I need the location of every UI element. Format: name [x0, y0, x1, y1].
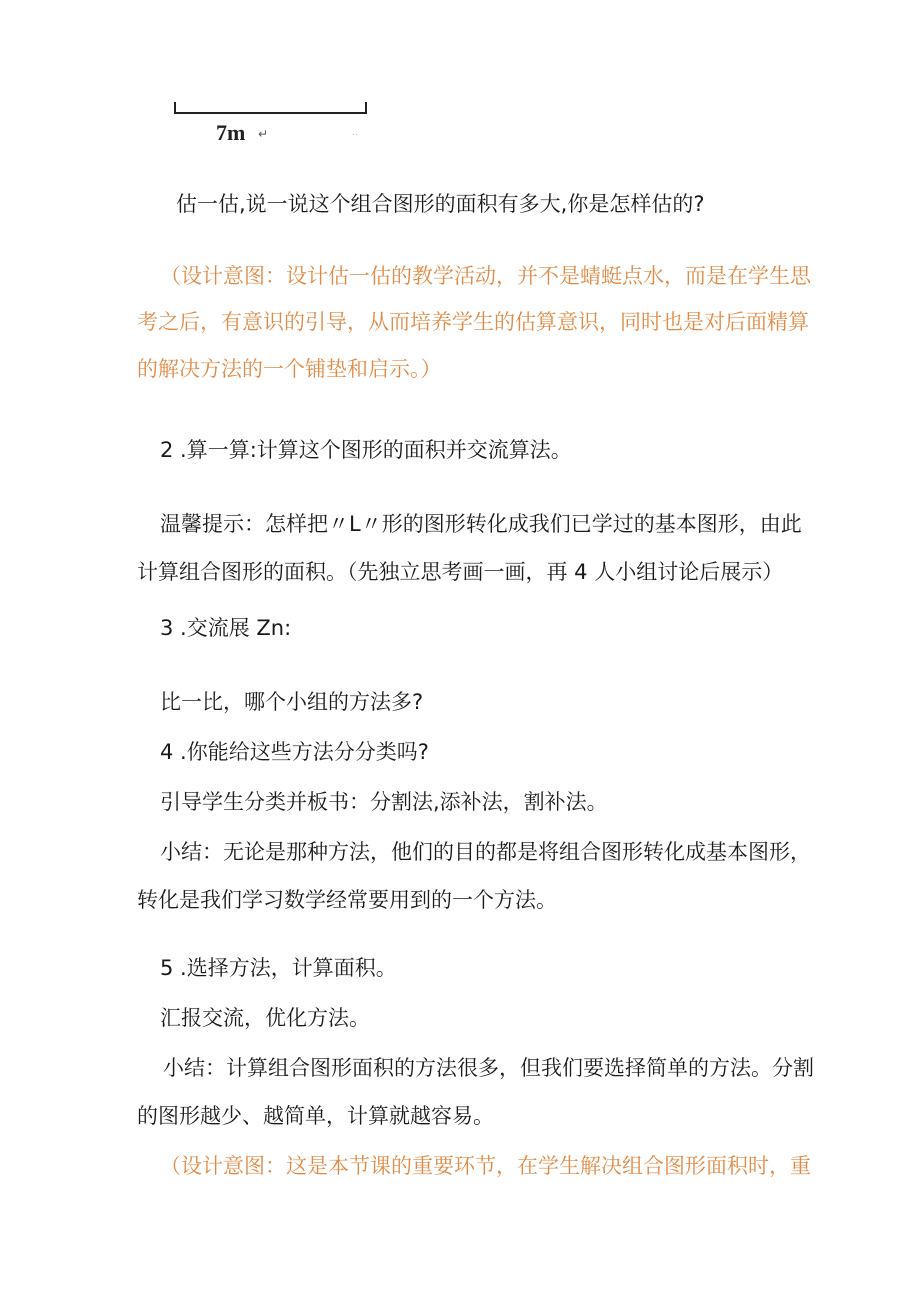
- hint-line-2: 计算组合图形的面积。（先独立思考画一画，再 4 人小组讨论后展示）: [137, 560, 784, 584]
- estimate-question: 估一估,说一说这个组合图形的面积有多大,你是怎样估的?: [176, 192, 705, 216]
- return-mark: ↵: [258, 127, 269, 141]
- dimension-figure: [172, 100, 372, 150]
- step-2-heading: 2 .算一算:计算这个图形的面积并交流算法。: [160, 438, 572, 462]
- summary-1-line-1: 小结：无论是那种方法，他们的目的都是将组合图形转化成基本图形，: [160, 840, 811, 864]
- dimension-label: 7m: [216, 120, 246, 145]
- hint-line-1: 温馨提示：怎样把〃L〃形的图形转化成我们已学过的基本图形，由此: [160, 512, 802, 536]
- step-5-heading: 5 .选择方法，计算面积。: [160, 956, 397, 980]
- design-note-line-1: （设计意图：设计估一估的教学活动，并不是蜻蜓点水，而是在学生思: [160, 264, 811, 288]
- dimension-line: [174, 112, 367, 114]
- classification-line: 引导学生分类并板书：分割法,添补法，割补法。: [160, 790, 608, 814]
- scan-speck: ··: [352, 130, 359, 141]
- summary-2-line-1: 小结：计算组合图形面积的方法很多，但我们要选择简单的方法。分割: [163, 1056, 814, 1080]
- design-note-2-line-1: （设计意图：这是本节课的重要环节，在学生解决组合图形面积时，重: [160, 1154, 811, 1178]
- summary-2-line-2: 的图形越少、越简单，计算就越容易。: [137, 1104, 494, 1128]
- step-4-heading: 4 .你能给这些方法分分类吗?: [160, 740, 429, 764]
- design-note-line-3: 的解决方法的一个铺垫和启示。）: [137, 357, 442, 381]
- summary-1-line-2: 转化是我们学习数学经常要用到的一个方法。: [137, 888, 557, 912]
- report-line: 汇报交流，优化方法。: [160, 1006, 370, 1030]
- compare-question: 比一比，哪个小组的方法多?: [160, 690, 424, 714]
- design-note-line-2: 考之后，有意识的引导，从而培养学生的估算意识，同时也是对后面精算: [137, 310, 809, 334]
- step-3-heading: 3 .交流展 Zn:: [160, 616, 292, 640]
- dimension-tick-right: [365, 102, 367, 114]
